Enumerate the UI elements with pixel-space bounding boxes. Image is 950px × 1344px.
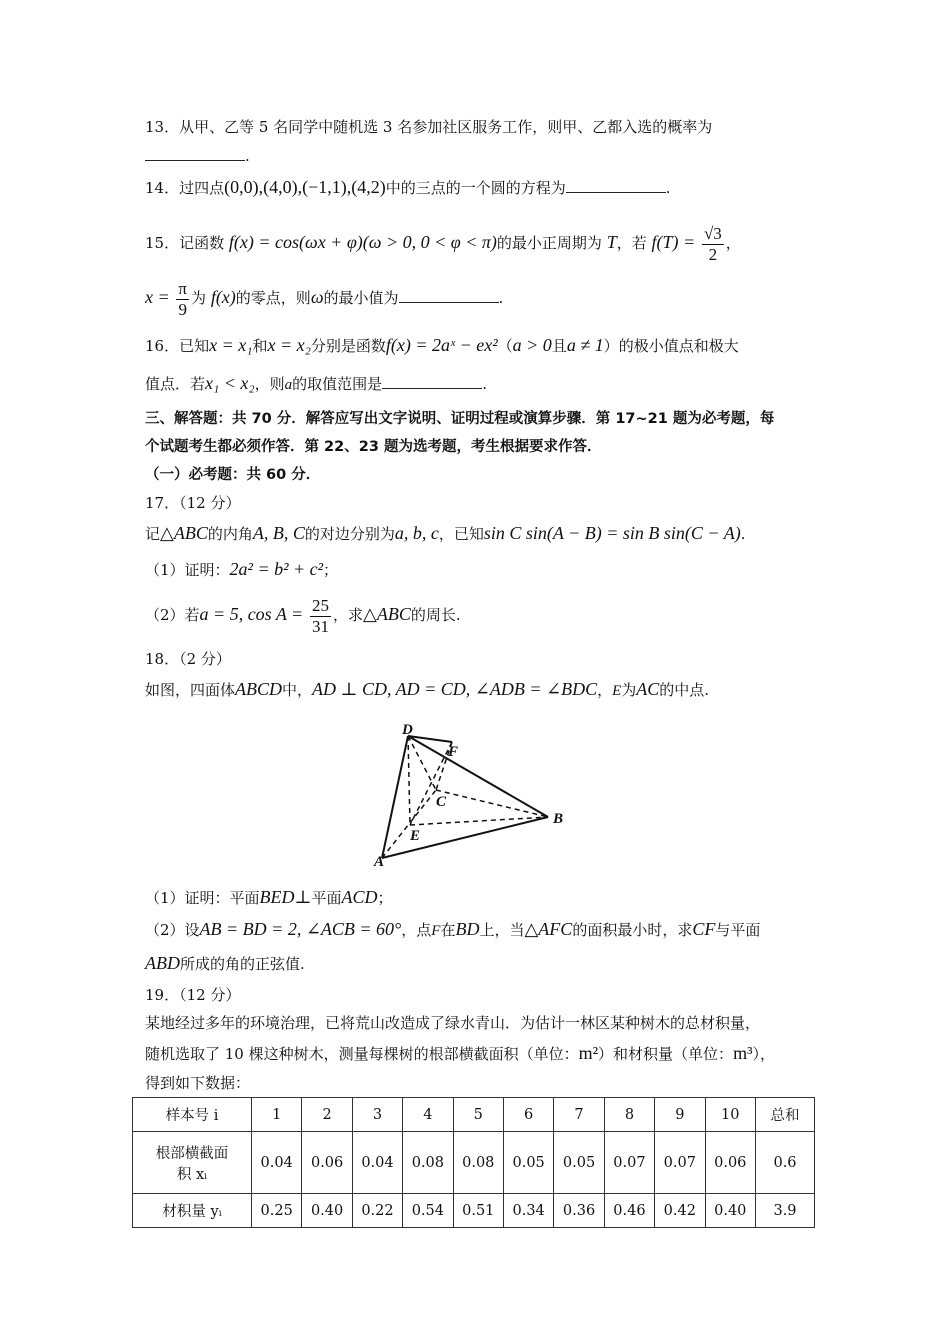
- table-header-row: [133, 1098, 815, 1132]
- answer-blank[interactable]: [399, 288, 499, 303]
- table-cell: 2: [302, 1098, 352, 1132]
- fraction: $\frac{25}{31}$: [311, 595, 329, 636]
- table-cell: 0.06: [705, 1132, 755, 1194]
- label-A: A: [374, 854, 385, 870]
- q13-line2: .: [145, 145, 250, 167]
- answer-blank[interactable]: [382, 374, 482, 389]
- table-cell: 0.04: [252, 1132, 302, 1194]
- table-cell: 0.42: [655, 1194, 705, 1228]
- q17-heading: 17．（12 分）: [145, 494, 241, 512]
- label-C: C: [436, 794, 447, 810]
- q19-heading: 19．（12 分）: [145, 986, 241, 1004]
- table-row-x: [133, 1132, 815, 1194]
- table-cell: 6: [503, 1098, 553, 1132]
- q18-part2-cont: ABD所成的角的正弦值.: [145, 953, 305, 973]
- table-cell: 1: [252, 1098, 302, 1132]
- section3-line3: （一）必考题：共 60 分．: [145, 467, 321, 483]
- label-E: E: [410, 828, 421, 844]
- q14-line: 14．过四点(0,0),(4,0),(−1,1),(4,2)中的三点的一个圆的方程为 .: [145, 177, 671, 197]
- answer-blank[interactable]: [145, 146, 245, 161]
- q16-line1: 16．已知x = x₁和x = x₂分别是函数f(x) = 2aˣ − ex²（a > 0且a ≠ 1）的极小值点和极大: [145, 335, 739, 355]
- q15-line1: 15．记函数 f(x) = cos(ωx + φ)(ω > 0, 0 < φ < π)的最小正周期为 T，若 f(T) = $\frac{√3}{2}$ ，: [145, 223, 741, 264]
- table-cell: 0.36: [554, 1194, 604, 1228]
- tetrahedron-figure: [370, 720, 580, 870]
- table-cell: 9: [655, 1098, 705, 1132]
- table-cell: 0.04: [352, 1132, 402, 1194]
- table-cell: 0.25: [252, 1194, 302, 1228]
- q13-line1: 13．从甲、乙等 5 名同学中随机选 3 名参加社区服务工作，则甲、乙都入选的概率为: [145, 118, 713, 136]
- q18-part2: （2）设AB = BD = 2, ∠ACB = 60°，点F在BD上，当△AFC的面积最小时，求CF与平面: [145, 919, 761, 939]
- label-B: B: [553, 811, 564, 827]
- section3-line1: 三、解答题：共 70 分．解答应写出文字说明、证明过程或演算步骤．第 17~21 题为必考题，每: [145, 411, 775, 427]
- q16-line2: 值点．若x₁ < x₂，则a的取值范围是 .: [145, 373, 487, 393]
- q18-heading: 18．（2 分）: [145, 650, 231, 668]
- q17-part1: （1）证明：2a² = b² + c²；: [145, 559, 339, 579]
- q15-line2: x = $\frac{\pi}{9}$ 为 f(x)的零点，则ω的最小值为 .: [145, 278, 504, 319]
- table-cell: 0.05: [554, 1132, 604, 1194]
- table-cell: 0.40: [705, 1194, 755, 1228]
- q19-line2: 随机选取了 10 棵这种树木，测量每棵树的根部横截面积（单位：m²）和材积量（单位：m³），: [145, 1043, 775, 1063]
- table-cell: 材积量 yᵢ: [133, 1194, 252, 1228]
- section3-line2: 个试题考生都必须作答．第 22、23 题为选考题，考生根据要求作答．: [145, 439, 602, 455]
- table-cell: 0.05: [503, 1132, 553, 1194]
- table-cell: 0.34: [503, 1194, 553, 1228]
- label-D: D: [402, 722, 413, 738]
- table-cell: 0.07: [604, 1132, 654, 1194]
- fraction: $\frac{\pi}{9}$: [178, 278, 188, 319]
- table-cell: 7: [554, 1098, 604, 1132]
- table-cell: 0.6: [756, 1132, 815, 1194]
- table-cell: 总和: [756, 1098, 815, 1132]
- table-cell: 0.54: [403, 1194, 453, 1228]
- table-cell: 5: [453, 1098, 503, 1132]
- table-cell: 10: [705, 1098, 755, 1132]
- q19-line1: 某地经过多年的环境治理，已将荒山改造成了绿水青山．为估计一林区某种树木的总材积量，: [145, 1014, 761, 1032]
- q18-part1: （1）证明：平面BED⊥平面ACD；: [145, 887, 393, 907]
- table-cell: 8: [604, 1098, 654, 1132]
- table-cell: 3: [352, 1098, 402, 1132]
- table-cell: 3.9: [756, 1194, 815, 1228]
- q18-stem: 如图，四面体ABCD中，AD ⊥ CD, AD = CD, ∠ADB = ∠BDC，E为AC的中点.: [145, 679, 710, 699]
- answer-blank[interactable]: [566, 178, 666, 193]
- table-cell: 0.07: [655, 1132, 705, 1194]
- table-cell: 0.40: [302, 1194, 352, 1228]
- table-row-y: [133, 1194, 815, 1228]
- table-cell: 样本号 i: [133, 1098, 252, 1132]
- table-cell: 0.08: [403, 1132, 453, 1194]
- data-table: [132, 1097, 815, 1228]
- fraction: $\frac{√3}{2}$: [703, 223, 722, 264]
- table-cell: 0.51: [453, 1194, 503, 1228]
- table-cell: 0.08: [453, 1132, 503, 1194]
- q17-part2: （2）若a = 5, cos A = $\frac{25}{31}$ ，求△ABC的周长.: [145, 595, 461, 636]
- table-cell: 0.22: [352, 1194, 402, 1228]
- label-F: F: [448, 744, 459, 760]
- table-cell: 4: [403, 1098, 453, 1132]
- table-cell: 根部横截面 积 xᵢ: [133, 1132, 252, 1194]
- q19-line3: 得到如下数据：: [145, 1074, 251, 1092]
- table-cell: 0.06: [302, 1132, 352, 1194]
- table-cell: 0.46: [604, 1194, 654, 1228]
- q17-stem: 记△ABC的内角A, B, C的对边分别为a, b, c，已知sin C sin(A − B) = sin B sin(C − A).: [145, 523, 746, 543]
